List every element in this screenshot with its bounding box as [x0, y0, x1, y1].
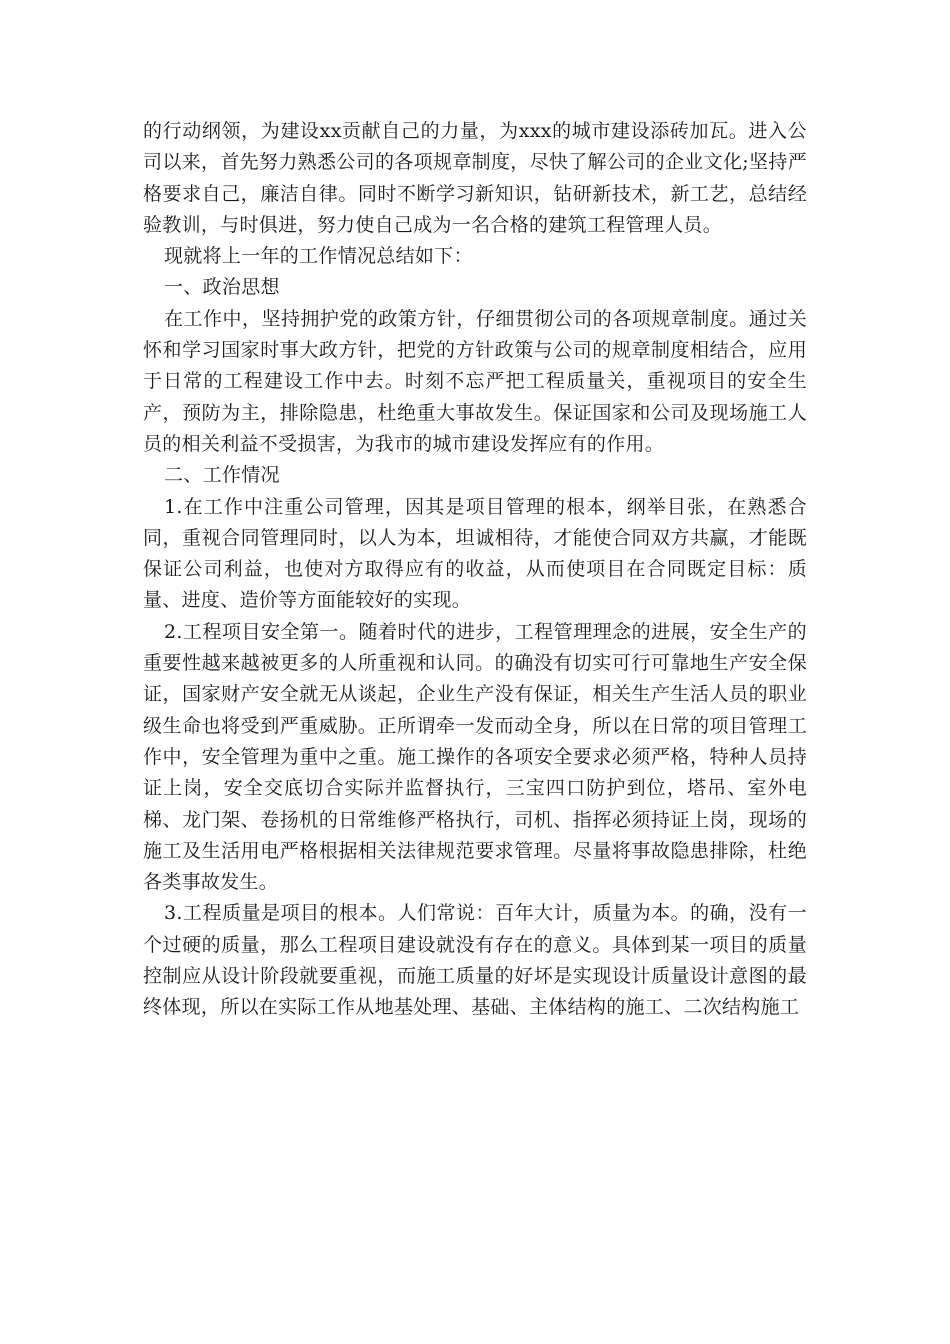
document-body [143, 116, 807, 1024]
paragraph-political: 在工作中，坚持拥护党的政策方针，仔细贯彻公司的各项规章制度。通过关怀和学习国家时事大政方针，把党的方针政策与公司的规章制度相结合，应用于日常的工程建设工作中去。时刻不忘严把工程质量关，重视项目的安全生产，预防为主，排除隐患，杜绝重大事故发生。保证国家和公司及现场施工人员的相关利益不受损害，为我市的城市建设发挥应有的作用。 [143, 307, 807, 455]
section-heading-political: 一、政治思想 [164, 276, 280, 299]
section-heading-work: 二、工作情况 [164, 464, 280, 487]
paragraph-work-item-3: 3.工程质量是项目的根本。人们常说：百年大计，质量为本。的确，没有一个过硬的质量，那么工程项目建设就没有存在的意义。具体到某一项目的质量控制应从设计阶段就要重视，而施工质量的好坏是实现设计质量设计意图的最终体现，所以在实际工作从地基处理、基础、主体结构的施工、二次结构施工 [143, 902, 807, 1019]
paragraph-intro-continuation: 的行动纲领，为建设xx贡献自己的力量，为xxx的城市建设添砖加瓦。进入公司以来，首先努力熟悉公司的各项规章制度，尽快了解公司的企业文化;坚持严格要求自己，廉洁自律。同时不断学习新知识，钻研新技术，新工艺，总结经验教训，与时俱进，努力使自己成为一名合格的建筑工程管理人员。 [143, 120, 807, 236]
paragraph-work-item-1: 1.在工作中注重公司管理，因其是项目管理的根本，纲举目张，在熟悉合同，重视合同管理同时，以人为本，坦诚相待，才能使合同双方共赢，才能既保证公司利益，也使对方取得应有的收益，从而使项目在合同既定目标：质量、进度、造价等方面能较好的实现。 [143, 495, 807, 612]
paragraph-summary-lead: 现就将上一年的工作情况总结如下： [164, 245, 473, 268]
paragraph-work-item-2: 2.工程项目安全第一。随着时代的进步，工程管理理念的进展，安全生产的重要性越来越被更多的人所重视和认同。的确没有切实可行可靠地生产安全保证，国家财产安全就无从谈起，企业生产没有保证，相关生产生活人员的职业级生命也将受到严重威胁。正所谓牵一发而动全身，所以在日常的项目管理工作中，安全管理为重中之重。施工操作的各项安全要求必须严格，特种人员持证上岗，安全交底切合实际并监督执行，三宝四口防护到位，塔吊、室外电梯、龙门架、卷扬机的日常维修严格执行，司机、指挥必须持证上岗，现场的施工及生活用电严格根据相关法律规范要求管理。尽量将事故隐患排除，杜绝各类事故发生。 [143, 620, 807, 894]
